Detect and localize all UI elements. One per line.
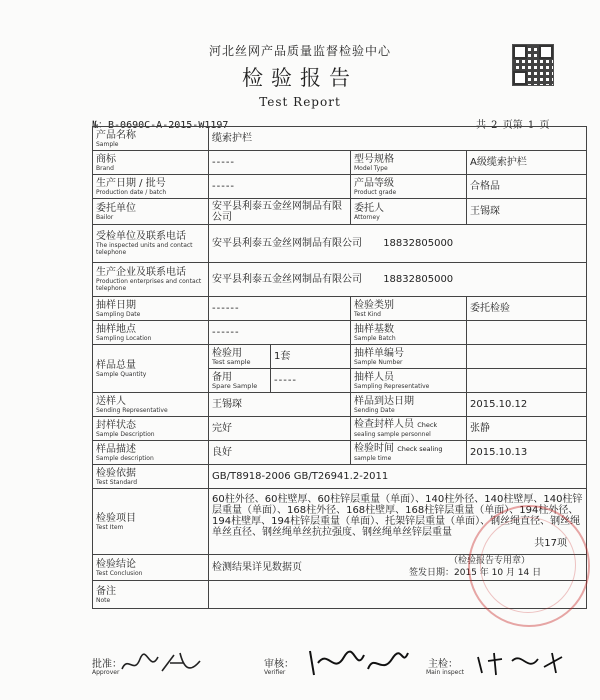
label-cell: 检验结论 Test Conclusion [93,555,209,581]
test-kind-value: 委托检验 [467,297,587,321]
label-cell: 受检单位及联系电话 The inspected units and contact telephone [93,225,209,263]
label-cell: 产品等级 Product grade [351,175,467,199]
label-cell: 样品总量 Sample Quantity [93,345,209,393]
label-cell: 抽样人员 Sampling Representative [351,369,467,393]
report-number: №：B-0690C-A-2015-W1197 [92,120,229,131]
sample-batch-value [467,321,587,345]
row-sample [93,127,587,151]
label-cell: 抽样地点 Sampling Location [93,321,209,345]
seal-checker-value: 张静 [467,417,587,441]
label-cell: 检验项目 Test Item [93,489,209,555]
qr-finder-icon [539,45,553,59]
main-inspector-label: 主检： [428,659,458,670]
test-item-list: 60柱外径、60柱壁厚、60柱锌层重量（单面）、140柱外径、140柱壁厚、140柱锌层重量（单面）、168柱外径、168柱壁厚、168柱锌层重量（单面）、194柱外径、194柱壁厚、194柱锌层重量（单面）、托架锌层重量（单面）、钢丝绳直径、钢丝绳单丝直径、钢丝绳单丝抗拉强度、钢丝绳单丝锌层重量 [212,494,583,538]
verifier-signature-icon [304,645,414,681]
spare-sample-value: ----- [271,369,351,393]
row-bailor [93,199,587,225]
label-cell: 送样人 Sending Representative [93,393,209,417]
row-production-date [93,175,587,199]
label-cell: 检查封样人员 Check sealing sample personnel [351,417,467,441]
production-ent-value [209,263,587,297]
inspected-units-name: 安平县利泰五金丝网制品有限公司 [212,238,362,249]
page-count: 共 2 页第 1 页 [476,120,550,131]
production-date-value: ----- [209,175,351,199]
row-seal-state [93,417,587,441]
test-standard-value: GB/T8918-2006 GB/T26941.2-2011 [209,465,587,489]
sending-rep-value: 王锡琛 [209,393,351,417]
row-inspected-units [93,225,587,263]
row-sample-description [93,441,587,465]
test-conclusion-text: 检测结果详见数据页 [212,562,302,573]
label-cell: 生产企业及联系电话 Production enterprises and contact telephone [93,263,209,297]
row-sampling-date [93,297,587,321]
label-cell: 备用 Spare Sample [209,369,271,393]
sample-value: 缆索护栏 [209,127,587,151]
production-ent-phone: 18832805000 [383,274,454,285]
brand-value: ----- [209,151,351,175]
row-production-enterprise [93,263,587,297]
main-inspector-label-en: Main inspect [426,669,464,676]
production-ent-name: 安平县利泰五金丝网制品有限公司 [212,274,362,285]
label-cell: 检验类别 Test Kind [351,297,467,321]
grade-value: 合格品 [467,175,587,199]
label-cell: 样品描述 Sample description [93,441,209,465]
inspection-seal-icon [468,505,590,627]
label-cell: 检验用 Test sample [209,345,271,369]
row-sample-quantity [93,345,587,369]
report-subtitle: Test Report [259,95,341,109]
org-name: 河北丝网产品质量监督检验中心 [208,44,391,58]
inspected-units-phone: 18832805000 [383,238,454,249]
label-cell: 委托人 Attorney [351,199,467,225]
label-cell: 型号规格 Model Type [351,151,467,175]
label-cell: 备注 Note [93,581,209,609]
test-sample-value: 1套 [271,345,351,369]
label-cell: 生产日期 / 批号 Production date / batch [93,175,209,199]
approver-signature-icon [118,649,208,679]
seal-inner-ring [480,517,576,613]
label-cell: 抽样基数 Sample Batch [351,321,467,345]
qr-code-icon [512,44,554,86]
sample-desc-value: 良好 [209,441,351,465]
sampling-date-value: ------ [209,297,351,321]
verifier-label: 审核： [264,659,294,670]
issue-date: 签发日期：2015 年 10 月 14 日 [409,568,542,578]
label-cell: 商标 Brand [93,151,209,175]
label-cell: 抽样单编号 Sample Number [351,345,467,369]
seal-state-value: 完好 [209,417,351,441]
approver-label: 批准： [92,659,122,670]
label-cell: 检验时间 Check sealing sample time [351,441,467,465]
sampling-location-value: ------ [209,321,351,345]
label-cell: 封样状态 Sample Description [93,417,209,441]
label-cell: 产品名称 Sample [93,127,209,151]
sending-date-value: 2015.10.12 [467,393,587,417]
report-title: 检验报告 [242,66,358,90]
label-cell: 委托单位 Bailor [93,199,209,225]
seal-time-value: 2015.10.13 [467,441,587,465]
qr-finder-icon [513,71,527,85]
label-cell: 检验依据 Test Standard [93,465,209,489]
signature-row [92,655,586,679]
approver-label-en: Approver [92,669,120,676]
sample-number-value [467,345,587,369]
label-cell: 抽样日期 Sampling Date [93,297,209,321]
label-cell: 样品到达日期 Sending Date [351,393,467,417]
test-item-count: 共17项 [534,538,567,549]
row-sampling-location [93,321,587,345]
row-brand [93,151,587,175]
model-value: A级缆索护栏 [467,151,587,175]
bailor-value: 安平县利泰五金丝网制品有限公司 [209,199,351,225]
inspected-units-value [209,225,587,263]
seal-caption: （检验报告专用章） [449,556,531,566]
sampling-rep-value [467,369,587,393]
qr-finder-icon [513,45,527,59]
main-inspector-signature-icon [472,647,572,679]
attorney-value: 王锡琛 [467,199,587,225]
row-sending-rep [93,393,587,417]
verifier-label-en: Verifier [264,669,286,676]
row-test-standard [93,465,587,489]
